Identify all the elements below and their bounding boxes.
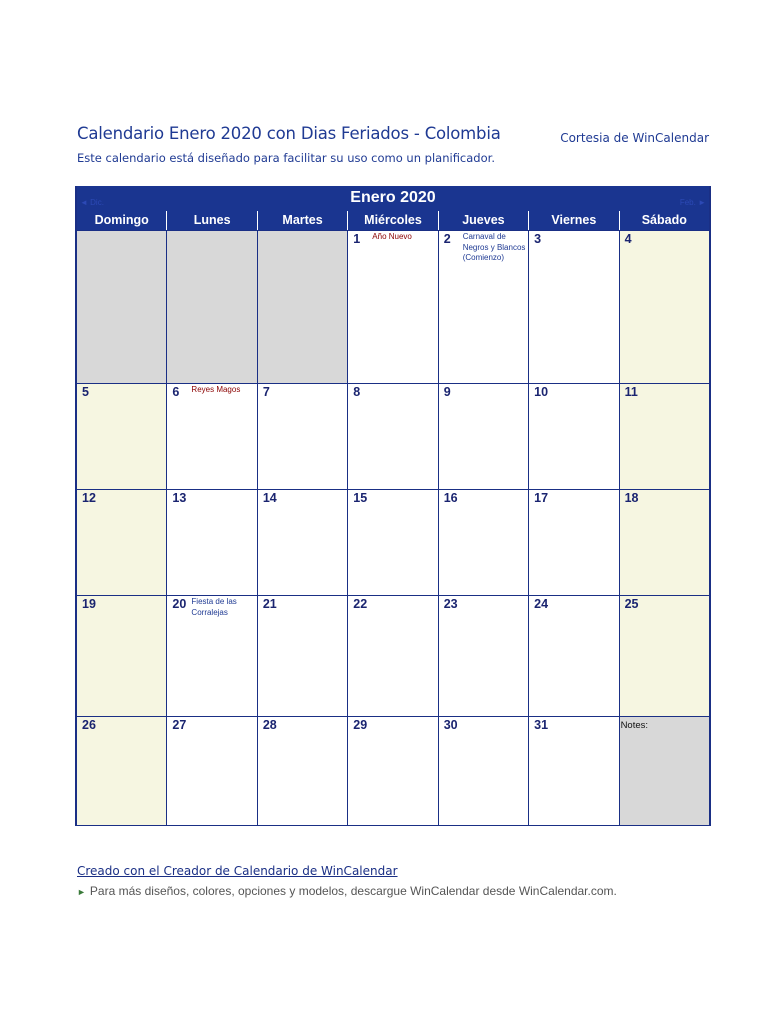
day-cell[interactable] (439, 384, 528, 489)
day-cell[interactable] (167, 596, 256, 716)
weekday-header: Viernes (529, 211, 618, 230)
day-cell[interactable] (258, 490, 347, 595)
event-label: Carnaval de Negros y Blancos (Comienzo) (462, 232, 526, 262)
day-number: 22 (353, 597, 368, 611)
day-number: 31 (534, 718, 549, 732)
day-cell[interactable] (439, 717, 528, 825)
day-cell[interactable] (529, 384, 618, 489)
day-cell[interactable] (348, 490, 437, 595)
day-number: 30 (443, 718, 458, 732)
notes-cell[interactable] (620, 717, 709, 825)
weekday-header: Lunes (167, 211, 256, 230)
day-number: 12 (82, 491, 96, 505)
day-cell[interactable] (77, 490, 166, 595)
created-with-link[interactable]: Creado con el Creador de Calendario de WinCalendar (77, 864, 398, 878)
download-note-text: Para más diseños, colores, opciones y modelos, descargue WinCalendar desde WinCalendar.com. (89, 884, 617, 898)
next-month-link[interactable]: Feb. ► (679, 198, 706, 207)
day-cell[interactable] (77, 596, 166, 716)
day-cell[interactable] (620, 490, 709, 595)
empty-day-cell (167, 231, 256, 383)
holiday-label: Reyes Magos (191, 385, 241, 394)
calendar (75, 186, 711, 826)
download-note (77, 884, 617, 898)
day-number: 28 (262, 718, 277, 732)
day-number: 10 (534, 385, 549, 399)
notes-label: Notes: (620, 720, 649, 731)
day-number: 25 (624, 597, 639, 611)
day-number: 16 (443, 491, 458, 505)
day-cell[interactable] (439, 596, 528, 716)
day-number: 4 (624, 232, 632, 246)
day-cell[interactable] (529, 596, 618, 716)
calendar-grid (77, 231, 709, 825)
day-cell[interactable] (167, 717, 256, 825)
day-number: 23 (443, 597, 458, 611)
day-number: 29 (353, 718, 368, 732)
courtesy-link[interactable]: Cortesia de WinCalendar (560, 131, 709, 145)
day-number: 8 (353, 385, 361, 399)
day-number: 21 (262, 597, 277, 611)
day-number: 9 (443, 385, 451, 399)
day-cell[interactable] (620, 384, 709, 489)
event-label: Fiesta de las Corralejas (191, 597, 237, 617)
day-number: 11 (624, 385, 638, 399)
day-cell[interactable] (348, 384, 437, 489)
day-number: 26 (82, 718, 96, 732)
day-number: 20 (172, 597, 187, 611)
day-number: 6 (172, 385, 180, 399)
month-bar (77, 186, 709, 211)
day-cell[interactable] (348, 717, 437, 825)
day-number: 1 (353, 232, 361, 246)
day-number: 19 (82, 597, 96, 611)
day-cell[interactable] (258, 717, 347, 825)
empty-day-cell (258, 231, 347, 383)
day-cell[interactable] (167, 490, 256, 595)
day-cell[interactable] (620, 596, 709, 716)
day-number: 13 (172, 491, 187, 505)
weekday-header: Jueves (439, 211, 528, 230)
day-cell[interactable] (167, 384, 256, 489)
day-number: 5 (82, 385, 89, 399)
day-cell[interactable] (258, 384, 347, 489)
weekday-header: Martes (258, 211, 347, 230)
day-number: 18 (624, 491, 639, 505)
weekday-header: Domingo (77, 211, 166, 230)
day-number: 27 (172, 718, 187, 732)
month-title: Enero 2020 (350, 189, 436, 206)
day-cell[interactable] (77, 717, 166, 825)
day-cell[interactable] (439, 490, 528, 595)
day-cell[interactable] (348, 231, 437, 383)
empty-day-cell (77, 231, 166, 383)
day-number: 17 (534, 491, 549, 505)
day-number: 2 (443, 232, 451, 246)
day-cell[interactable] (620, 231, 709, 383)
day-number: 15 (353, 491, 368, 505)
page-title: Calendario Enero 2020 con Dias Feriados - Colombia (77, 124, 501, 143)
day-cell[interactable] (258, 596, 347, 716)
day-cell[interactable] (439, 231, 528, 383)
day-cell[interactable] (77, 384, 166, 489)
play-arrow-icon: ► (77, 887, 86, 897)
holiday-label: Año Nuevo (372, 232, 412, 241)
weekday-header: Sábado (620, 211, 709, 230)
day-cell[interactable] (529, 231, 618, 383)
page-subtitle: Este calendario está diseñado para facilitar su uso como un planificador. (77, 151, 495, 165)
day-cell[interactable] (529, 490, 618, 595)
day-number: 3 (534, 232, 542, 246)
day-cell[interactable] (529, 717, 618, 825)
weekday-header-row (77, 211, 709, 230)
day-number: 14 (262, 491, 277, 505)
day-cell[interactable] (348, 596, 437, 716)
weekday-header: Miércoles (348, 211, 437, 230)
prev-month-link[interactable]: ◄ Dic. (80, 198, 104, 207)
day-number: 24 (534, 597, 549, 611)
day-number: 7 (262, 385, 270, 399)
